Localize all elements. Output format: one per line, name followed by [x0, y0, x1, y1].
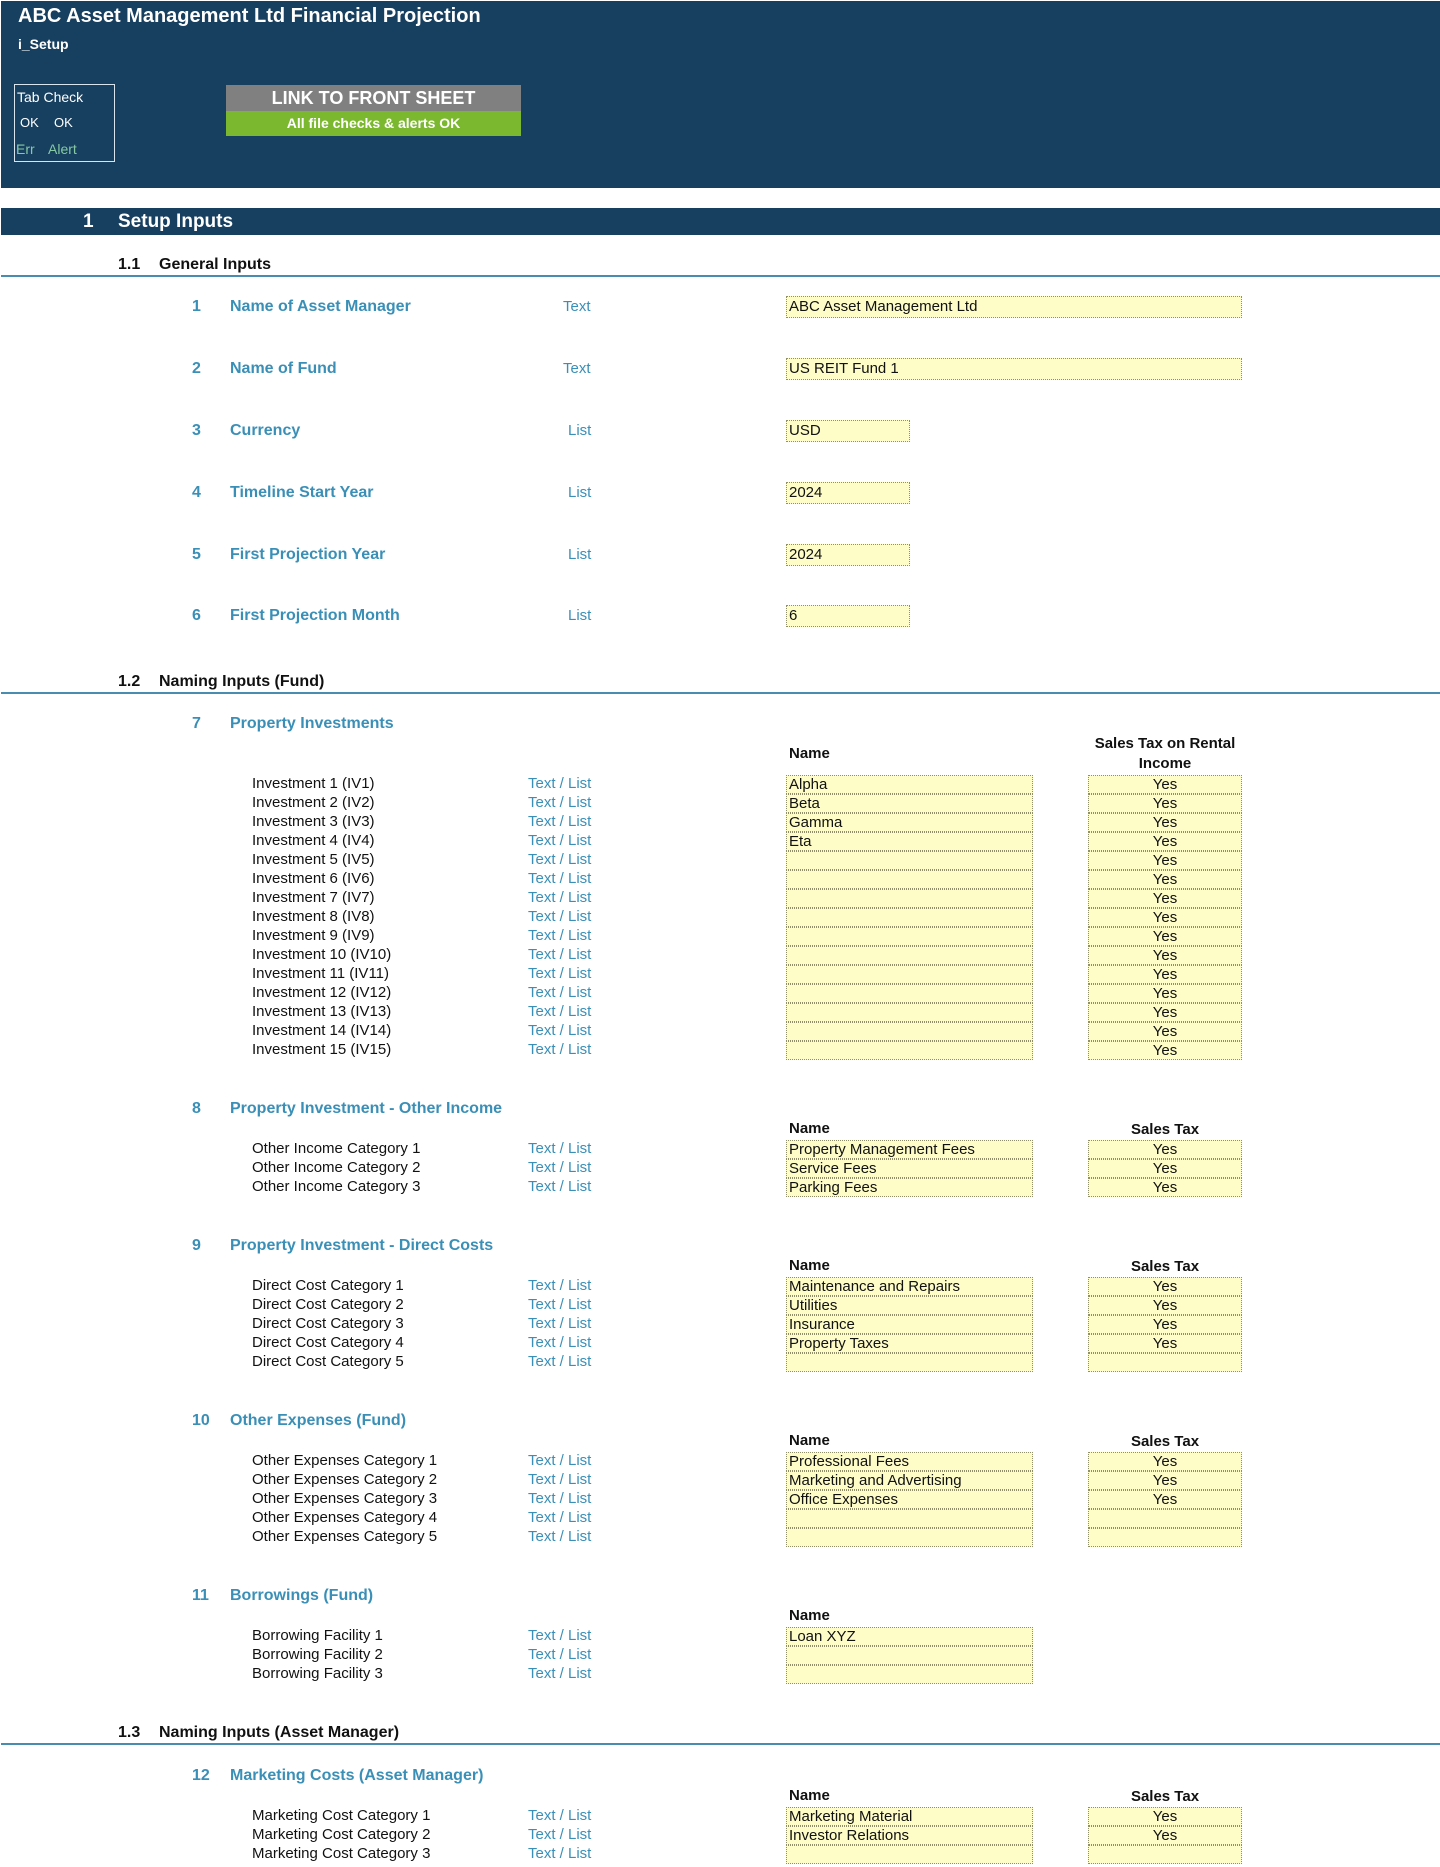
other-income-name-input[interactable]: Service Fees: [786, 1159, 1033, 1178]
section-banner: [1, 208, 1440, 235]
section-number: 1: [83, 211, 94, 232]
sales-tax-select[interactable]: [1088, 1509, 1242, 1528]
subsection-number: 1.1: [118, 256, 141, 273]
subsection-divider: [1, 692, 1440, 694]
rental-sales-tax-select[interactable]: Yes: [1088, 984, 1242, 1003]
direct-cost-name-input[interactable]: Maintenance and Repairs: [786, 1277, 1033, 1296]
row-label: Investment 9 (IV9): [252, 927, 375, 944]
row-label: Other Expenses Category 5: [252, 1528, 438, 1545]
borrowing-name-input[interactable]: [786, 1665, 1033, 1684]
row-type: Text / List: [528, 1003, 592, 1020]
item-label: Name of Fund: [230, 360, 337, 377]
tab-check-err-status: OK: [20, 115, 39, 130]
row-type: Text / List: [528, 1807, 592, 1824]
rental-sales-tax-select[interactable]: Yes: [1088, 1041, 1242, 1060]
row-label: Other Expenses Category 1: [252, 1452, 438, 1469]
sales-tax-select[interactable]: Yes: [1088, 1277, 1242, 1296]
investment-name-input[interactable]: [786, 946, 1033, 965]
other-expense-name-input[interactable]: Professional Fees: [786, 1452, 1033, 1471]
item-type: List: [568, 607, 592, 624]
investment-name-input[interactable]: Beta: [786, 794, 1033, 813]
sales-tax-select[interactable]: Yes: [1088, 1334, 1242, 1353]
row-label: Investment 12 (IV12): [252, 984, 392, 1001]
row-type: Text / List: [528, 1334, 592, 1351]
sales-tax-select[interactable]: Yes: [1088, 1140, 1242, 1159]
sales-tax-column-header: Sales Tax: [1130, 1121, 1200, 1138]
direct-cost-name-input[interactable]: [786, 1353, 1033, 1372]
group-title: Property Investment - Other Income: [230, 1100, 503, 1117]
subsection-number: 1.2: [118, 673, 141, 690]
row-label: Direct Cost Category 5: [252, 1353, 404, 1370]
item-type: List: [568, 422, 592, 439]
tab-check-title: Tab Check: [17, 89, 84, 105]
first-projection-month-select[interactable]: 6: [786, 605, 910, 627]
row-type: Text / List: [528, 1826, 592, 1843]
row-type: Text / List: [528, 1452, 592, 1469]
rental-sales-tax-select[interactable]: Yes: [1088, 965, 1242, 984]
investment-name-input[interactable]: [786, 1022, 1033, 1041]
asset-manager-name-input[interactable]: ABC Asset Management Ltd: [786, 296, 1242, 318]
rental-sales-tax-select[interactable]: Yes: [1088, 927, 1242, 946]
group-title: Borrowings (Fund): [230, 1587, 374, 1604]
row-label: Marketing Cost Category 3: [252, 1845, 431, 1862]
item-label: First Projection Year: [230, 546, 386, 563]
item-label: First Projection Month: [230, 607, 400, 624]
item-number: 7: [192, 715, 201, 732]
row-type: Text / List: [528, 1646, 592, 1663]
rental-sales-tax-select[interactable]: Yes: [1088, 832, 1242, 851]
direct-cost-name-input[interactable]: Property Taxes: [786, 1334, 1033, 1353]
item-number: 2: [192, 360, 201, 377]
row-type: Text / List: [528, 1277, 592, 1294]
rental-sales-tax-select[interactable]: Yes: [1088, 851, 1242, 870]
name-column-header: Name: [789, 1787, 830, 1804]
direct-cost-name-input[interactable]: Utilities: [786, 1296, 1033, 1315]
item-number: 4: [192, 484, 201, 501]
row-label: Borrowing Facility 2: [252, 1646, 383, 1663]
rental-sales-tax-select[interactable]: Yes: [1088, 1022, 1242, 1041]
row-type: Text / List: [528, 1315, 592, 1332]
row-type: Text / List: [528, 832, 592, 849]
row-type: Text / List: [528, 1490, 592, 1507]
item-number: 1: [192, 298, 201, 315]
file-checks-status: All file checks & alerts OK: [226, 111, 521, 136]
investment-name-input[interactable]: Alpha: [786, 775, 1033, 794]
row-label: Investment 4 (IV4): [252, 832, 375, 849]
other-income-name-input[interactable]: Property Management Fees: [786, 1140, 1033, 1159]
other-expense-name-input[interactable]: [786, 1509, 1033, 1528]
row-type: Text / List: [528, 1159, 592, 1176]
row-type: Text / List: [528, 1627, 592, 1644]
sales-tax-select[interactable]: [1088, 1528, 1242, 1547]
row-type: Text / List: [528, 851, 592, 868]
rental-sales-tax-select[interactable]: Yes: [1088, 889, 1242, 908]
row-label: Investment 5 (IV5): [252, 851, 375, 868]
other-expense-name-input[interactable]: [786, 1528, 1033, 1547]
sales-tax-select[interactable]: Yes: [1088, 1452, 1242, 1471]
first-projection-year-select[interactable]: 2024: [786, 544, 910, 566]
group-title: Property Investments: [230, 715, 394, 732]
row-type: Text / List: [528, 1022, 592, 1039]
tab-check-box: [14, 84, 115, 162]
row-label: Marketing Cost Category 2: [252, 1826, 431, 1843]
row-type: Text / List: [528, 1041, 592, 1058]
row-label: Investment 1 (IV1): [252, 775, 375, 792]
sales-tax-select[interactable]: Yes: [1088, 1490, 1242, 1509]
tab-check-alert-status: OK: [54, 115, 73, 130]
item-number: 11: [192, 1587, 209, 1604]
item-label: Timeline Start Year: [230, 484, 374, 501]
row-type: Text / List: [528, 1665, 592, 1682]
sales-tax-column-header: Sales Tax on Rental Income: [1094, 735, 1236, 772]
row-label: Other Expenses Category 2: [252, 1471, 438, 1488]
sales-tax-select[interactable]: Yes: [1088, 1178, 1242, 1197]
row-type: Text / List: [528, 946, 592, 963]
row-label: Investment 2 (IV2): [252, 794, 375, 811]
rental-sales-tax-select[interactable]: Yes: [1088, 775, 1242, 794]
row-label: Investment 10 (IV10): [252, 946, 392, 963]
marketing-cost-name-input[interactable]: Investor Relations: [786, 1826, 1033, 1845]
row-label: Direct Cost Category 3: [252, 1315, 404, 1332]
rental-sales-tax-select[interactable]: Yes: [1088, 908, 1242, 927]
row-type: Text / List: [528, 1509, 592, 1526]
item-number: 12: [192, 1767, 210, 1784]
sales-tax-select[interactable]: [1088, 1845, 1242, 1864]
item-type: List: [568, 546, 592, 563]
sales-tax-select[interactable]: Yes: [1088, 1296, 1242, 1315]
sales-tax-select[interactable]: Yes: [1088, 1159, 1242, 1178]
row-label: Direct Cost Category 4: [252, 1334, 404, 1351]
investment-name-input[interactable]: [786, 927, 1033, 946]
marketing-cost-name-input[interactable]: [786, 1845, 1033, 1864]
sales-tax-column-header: Sales Tax: [1130, 1788, 1200, 1805]
investment-name-input[interactable]: Eta: [786, 832, 1033, 851]
group-title: Other Expenses (Fund): [230, 1412, 407, 1429]
row-type: Text / List: [528, 1178, 592, 1195]
item-number: 3: [192, 422, 201, 439]
sales-tax-column-header: Sales Tax: [1130, 1433, 1200, 1450]
investment-name-input[interactable]: [786, 870, 1033, 889]
row-type: Text / List: [528, 1845, 592, 1862]
row-label: Other Expenses Category 3: [252, 1490, 438, 1507]
fund-name-input[interactable]: US REIT Fund 1: [786, 358, 1242, 380]
row-type: Text / List: [528, 1353, 592, 1370]
borrowing-name-input[interactable]: [786, 1646, 1033, 1665]
row-type: Text / List: [528, 984, 592, 1001]
link-to-front-sheet-button[interactable]: LINK TO FRONT SHEET: [226, 85, 521, 111]
rental-sales-tax-select[interactable]: Yes: [1088, 813, 1242, 832]
row-label: Other Expenses Category 4: [252, 1509, 438, 1526]
sales-tax-select[interactable]: Yes: [1088, 1315, 1242, 1334]
row-label: Other Income Category 1: [252, 1140, 421, 1157]
sales-tax-select[interactable]: Yes: [1088, 1807, 1242, 1826]
sales-tax-select[interactable]: [1088, 1353, 1242, 1372]
item-label: Currency: [230, 422, 301, 439]
subsection-title: Naming Inputs (Asset Manager): [159, 1724, 400, 1741]
row-label: Investment 13 (IV13): [252, 1003, 392, 1020]
row-label: Borrowing Facility 3: [252, 1665, 383, 1682]
other-expense-name-input[interactable]: Office Expenses: [786, 1490, 1033, 1509]
row-type: Text / List: [528, 870, 592, 887]
sheet-name: i_Setup: [18, 36, 69, 52]
name-column-header: Name: [789, 1432, 830, 1449]
other-expense-name-input[interactable]: Marketing and Advertising: [786, 1471, 1033, 1490]
row-label: Investment 7 (IV7): [252, 889, 375, 906]
currency-select[interactable]: USD: [786, 420, 910, 442]
investment-name-input[interactable]: Gamma: [786, 813, 1033, 832]
row-type: Text / List: [528, 1471, 592, 1488]
subsection-title: Naming Inputs (Fund): [159, 673, 325, 690]
investment-name-input[interactable]: [786, 965, 1033, 984]
row-type: Text / List: [528, 813, 592, 830]
marketing-cost-name-input[interactable]: Marketing Material: [786, 1807, 1033, 1826]
sales-tax-column-header: Sales Tax: [1130, 1258, 1200, 1275]
subsection-number: 1.3: [118, 1724, 141, 1741]
name-column-header: Name: [789, 1257, 830, 1274]
row-label: Investment 8 (IV8): [252, 908, 375, 925]
row-type: Text / List: [528, 908, 592, 925]
subsection-divider: [1, 1743, 1440, 1745]
name-column-header: Name: [789, 745, 830, 762]
investment-name-input[interactable]: [786, 1003, 1033, 1022]
row-label: Investment 3 (IV3): [252, 813, 375, 830]
row-label: Other Income Category 3: [252, 1178, 421, 1195]
row-label: Investment 15 (IV15): [252, 1041, 392, 1058]
row-label: Investment 6 (IV6): [252, 870, 375, 887]
row-label: Direct Cost Category 2: [252, 1296, 404, 1313]
tab-check-err-label: Err: [16, 141, 35, 157]
row-label: Borrowing Facility 1: [252, 1627, 383, 1644]
item-type: Text: [563, 360, 591, 377]
sales-tax-select[interactable]: Yes: [1088, 1471, 1242, 1490]
item-number: 9: [192, 1237, 201, 1254]
workbook-title: ABC Asset Management Ltd Financial Projection: [18, 5, 481, 27]
timeline-start-year-select[interactable]: 2024: [786, 482, 910, 504]
item-number: 10: [192, 1412, 210, 1429]
row-type: Text / List: [528, 965, 592, 982]
investment-name-input[interactable]: [786, 851, 1033, 870]
item-number: 8: [192, 1100, 201, 1117]
rental-sales-tax-select[interactable]: Yes: [1088, 870, 1242, 889]
rental-sales-tax-select[interactable]: Yes: [1088, 794, 1242, 813]
row-label: Other Income Category 2: [252, 1159, 421, 1176]
row-label: Investment 11 (IV11): [252, 965, 390, 982]
section-title: Setup Inputs: [118, 211, 234, 232]
row-label: Investment 14 (IV14): [252, 1022, 392, 1039]
other-income-name-input[interactable]: Parking Fees: [786, 1178, 1033, 1197]
group-title: Marketing Costs (Asset Manager): [230, 1767, 484, 1784]
row-type: Text / List: [528, 927, 592, 944]
investment-name-input[interactable]: [786, 1041, 1033, 1060]
investment-name-input[interactable]: [786, 984, 1033, 1003]
rental-sales-tax-select[interactable]: Yes: [1088, 946, 1242, 965]
tab-check-alert-label: Alert: [48, 141, 77, 157]
direct-cost-name-input[interactable]: Insurance: [786, 1315, 1033, 1334]
group-title: Property Investment - Direct Costs: [230, 1237, 494, 1254]
item-number: 6: [192, 607, 201, 624]
name-column-header: Name: [789, 1607, 830, 1624]
name-column-header: Name: [789, 1120, 830, 1137]
row-label: Marketing Cost Category 1: [252, 1807, 431, 1824]
row-type: Text / List: [528, 794, 592, 811]
rental-sales-tax-select[interactable]: Yes: [1088, 1003, 1242, 1022]
row-type: Text / List: [528, 775, 592, 792]
file-header: [1, 1, 1440, 188]
investment-name-input[interactable]: [786, 889, 1033, 908]
subsection-title: General Inputs: [159, 256, 272, 273]
item-label: Name of Asset Manager: [230, 298, 411, 315]
subsection-divider: [1, 275, 1440, 277]
row-type: Text / List: [528, 1140, 592, 1157]
borrowing-name-input[interactable]: Loan XYZ: [786, 1627, 1033, 1646]
row-type: Text / List: [528, 889, 592, 906]
item-type: Text: [563, 298, 591, 315]
row-type: Text / List: [528, 1528, 592, 1545]
investment-name-input[interactable]: [786, 908, 1033, 927]
item-number: 5: [192, 546, 201, 563]
sales-tax-select[interactable]: Yes: [1088, 1826, 1242, 1845]
row-type: Text / List: [528, 1296, 592, 1313]
item-type: List: [568, 484, 592, 501]
row-label: Direct Cost Category 1: [252, 1277, 404, 1294]
